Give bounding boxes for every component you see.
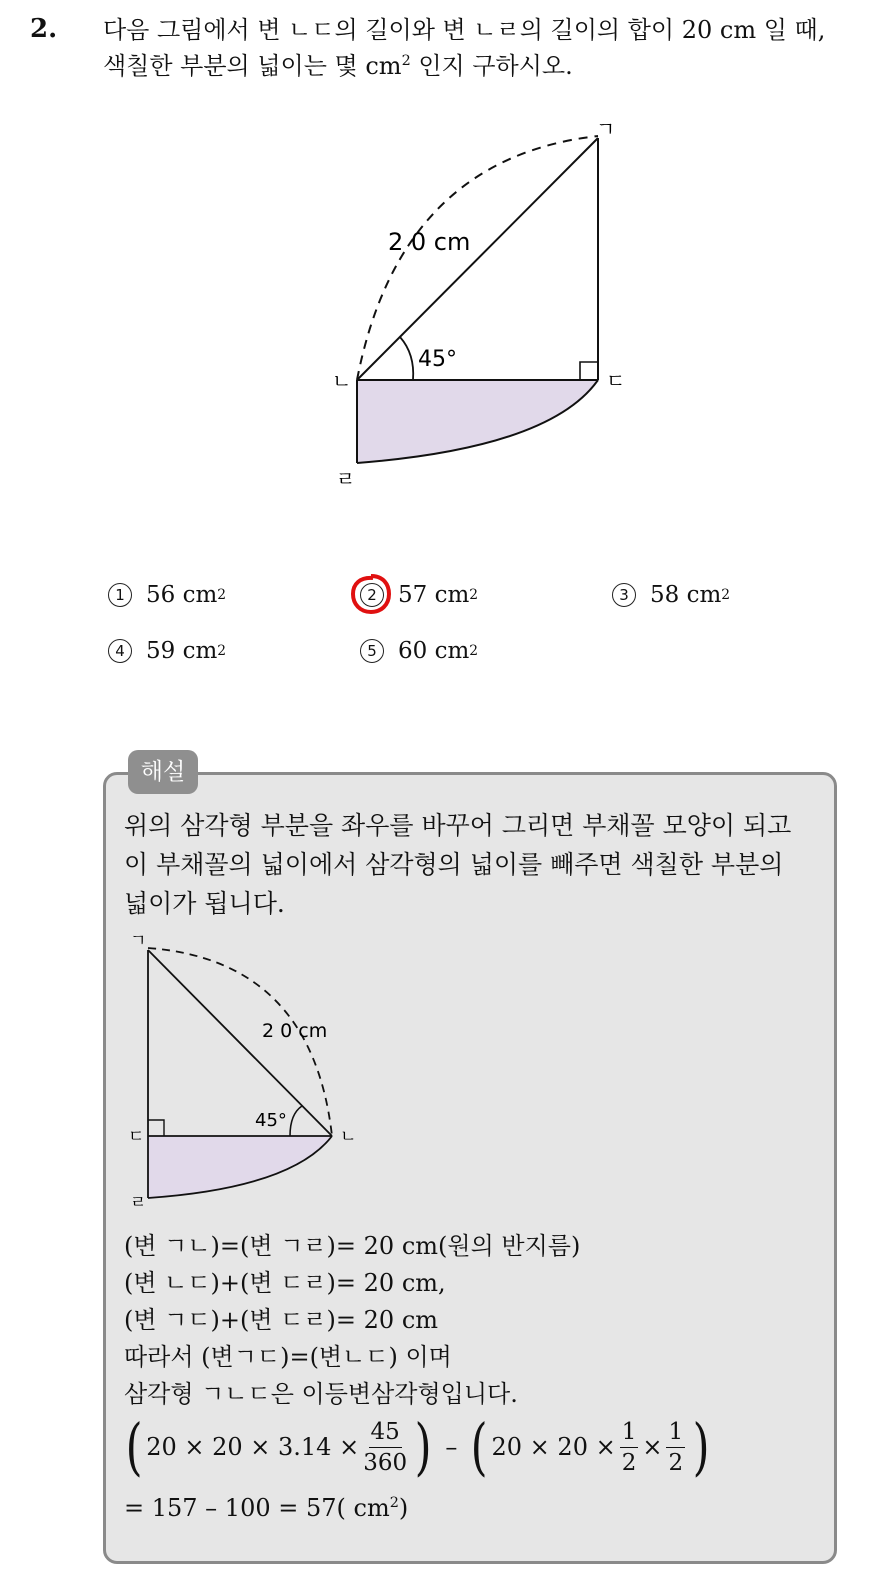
choice-3-value: 58 cm: [650, 582, 722, 608]
solution-angle-arc: [290, 1106, 302, 1136]
formula-minus: –: [445, 1433, 458, 1461]
solution-step-3: (변 ㄱㄷ)+(변 ㄷㄹ)= 20 cm: [124, 1306, 439, 1334]
solution-label-n: ㄴ: [340, 1127, 357, 1147]
fraction-half-2-denominator: 2: [668, 1449, 684, 1476]
solution-tab: 해설: [128, 750, 198, 794]
length-label: 2 0 cm: [388, 228, 471, 256]
solution-intro: [124, 806, 824, 923]
paren-open-1: (: [125, 1410, 143, 1483]
question-number: 2.: [30, 14, 58, 44]
label-d: ㄷ: [606, 369, 626, 393]
choice-2[interactable]: 2 57 cm 2: [360, 582, 478, 608]
solution-step-2: (변 ㄴㄷ)+(변 ㄷㄹ)= 20 cm,: [124, 1269, 446, 1297]
choice-2-value: 57 cm: [398, 582, 470, 608]
fraction-45-360-numerator: 45: [369, 1417, 402, 1448]
question-text: [103, 12, 873, 84]
fraction-half-2-numerator: 1: [666, 1417, 685, 1448]
choice-4-number: 4: [108, 639, 132, 663]
question-line-2-end: 인지 구하시오.: [410, 52, 573, 80]
angle-arc: [400, 337, 413, 380]
choice-1-value: 56 cm: [146, 582, 218, 608]
solution-label-d: ㄷ: [128, 1127, 145, 1147]
question-figure: [300, 118, 630, 498]
solution-figure: [122, 930, 372, 1220]
choice-4-value: 59 cm: [146, 638, 218, 664]
fraction-45-360: [363, 1417, 407, 1478]
final-result-exponent: 2: [389, 1495, 399, 1511]
solution-steps: [124, 1228, 824, 1413]
choice-4[interactable]: 4 59 cm 2: [108, 638, 226, 664]
fraction-half-1: [620, 1417, 639, 1478]
solution-label-r: ㄹ: [130, 1193, 147, 1213]
solution-intro-line-1: 위의 삼각형 부분을 좌우를 바꾸어 그리면 부채꼴 모양이 되고: [124, 811, 792, 840]
choice-5[interactable]: 5 60 cm 2: [360, 638, 478, 664]
angle-label: 45°: [418, 347, 457, 372]
right-angle-mark: [580, 362, 598, 380]
choice-3[interactable]: 3 58 cm 2: [612, 582, 730, 608]
solution-step-5: 삼각형 ㄱㄴㄷ은 이등변삼각형입니다.: [124, 1380, 518, 1408]
paren-open-2: (: [470, 1410, 488, 1483]
solution-right-angle-mark: [148, 1120, 164, 1136]
question-line-2: [103, 48, 873, 84]
paren-close-1: ): [414, 1410, 432, 1483]
solution-side-gn: [148, 950, 332, 1136]
fraction-half-2: [666, 1417, 685, 1478]
final-result-close: ): [398, 1494, 409, 1522]
choice-3-number: 3: [612, 583, 636, 607]
label-n: ㄴ: [332, 369, 352, 393]
answer-mark-circle: [349, 572, 393, 616]
choice-1-number: 1: [108, 583, 132, 607]
paren-close-2: ): [692, 1410, 710, 1483]
solution-angle-label: 45°: [255, 1110, 287, 1131]
solution-step-1: (변 ㄱㄴ)=(변 ㄱㄹ)= 20 cm(원의 반지름): [124, 1232, 581, 1260]
fraction-half-1-numerator: 1: [620, 1417, 639, 1448]
final-result: [124, 1494, 408, 1522]
label-g: ㄱ: [596, 118, 616, 141]
area-formula: [122, 1410, 713, 1483]
formula-sector-part: 20 × 20 × 3.14 ×: [146, 1433, 360, 1461]
choice-1[interactable]: 1 56 cm 2: [108, 582, 226, 608]
question-line-1: 다음 그림에서 변 ㄴㄷ의 길이와 변 ㄴㄹ의 길이의 합이 20 cm 일 때,: [103, 16, 826, 44]
label-r: ㄹ: [336, 467, 356, 491]
choice-5-number: 5: [360, 639, 384, 663]
choice-2-number: [360, 583, 384, 607]
fraction-45-360-denominator: 360: [363, 1449, 408, 1476]
choice-5-value: 60 cm: [398, 638, 470, 664]
solution-step-4: 따라서 (변ㄱㄷ)=(변ㄴㄷ) 이며: [124, 1343, 452, 1371]
choice-2-number-text: 2: [367, 586, 377, 604]
shaded-region: [357, 380, 598, 463]
solution-length-label: 2 0 cm: [262, 1020, 328, 1042]
formula-triangle-part: 20 × 20 ×: [491, 1433, 616, 1461]
solution-intro-line-2: 이 부채꼴의 넓이에서 삼각형의 넓이를 빼주면 색칠한 부분의: [124, 850, 784, 879]
final-result-text: = 157 – 100 = 57( cm: [124, 1494, 390, 1522]
question-line-2-text: 색칠한 부분의 넓이는 몇 cm: [103, 52, 402, 80]
question-unit-exponent: 2: [401, 53, 411, 69]
formula-times: ×: [642, 1433, 663, 1461]
solution-intro-line-3: 넓이가 됩니다.: [124, 889, 285, 918]
fraction-half-1-denominator: 2: [621, 1449, 637, 1476]
solution-label-g: ㄱ: [130, 931, 147, 951]
solution-shaded-region: [148, 1136, 332, 1198]
side-gn: [357, 138, 598, 380]
